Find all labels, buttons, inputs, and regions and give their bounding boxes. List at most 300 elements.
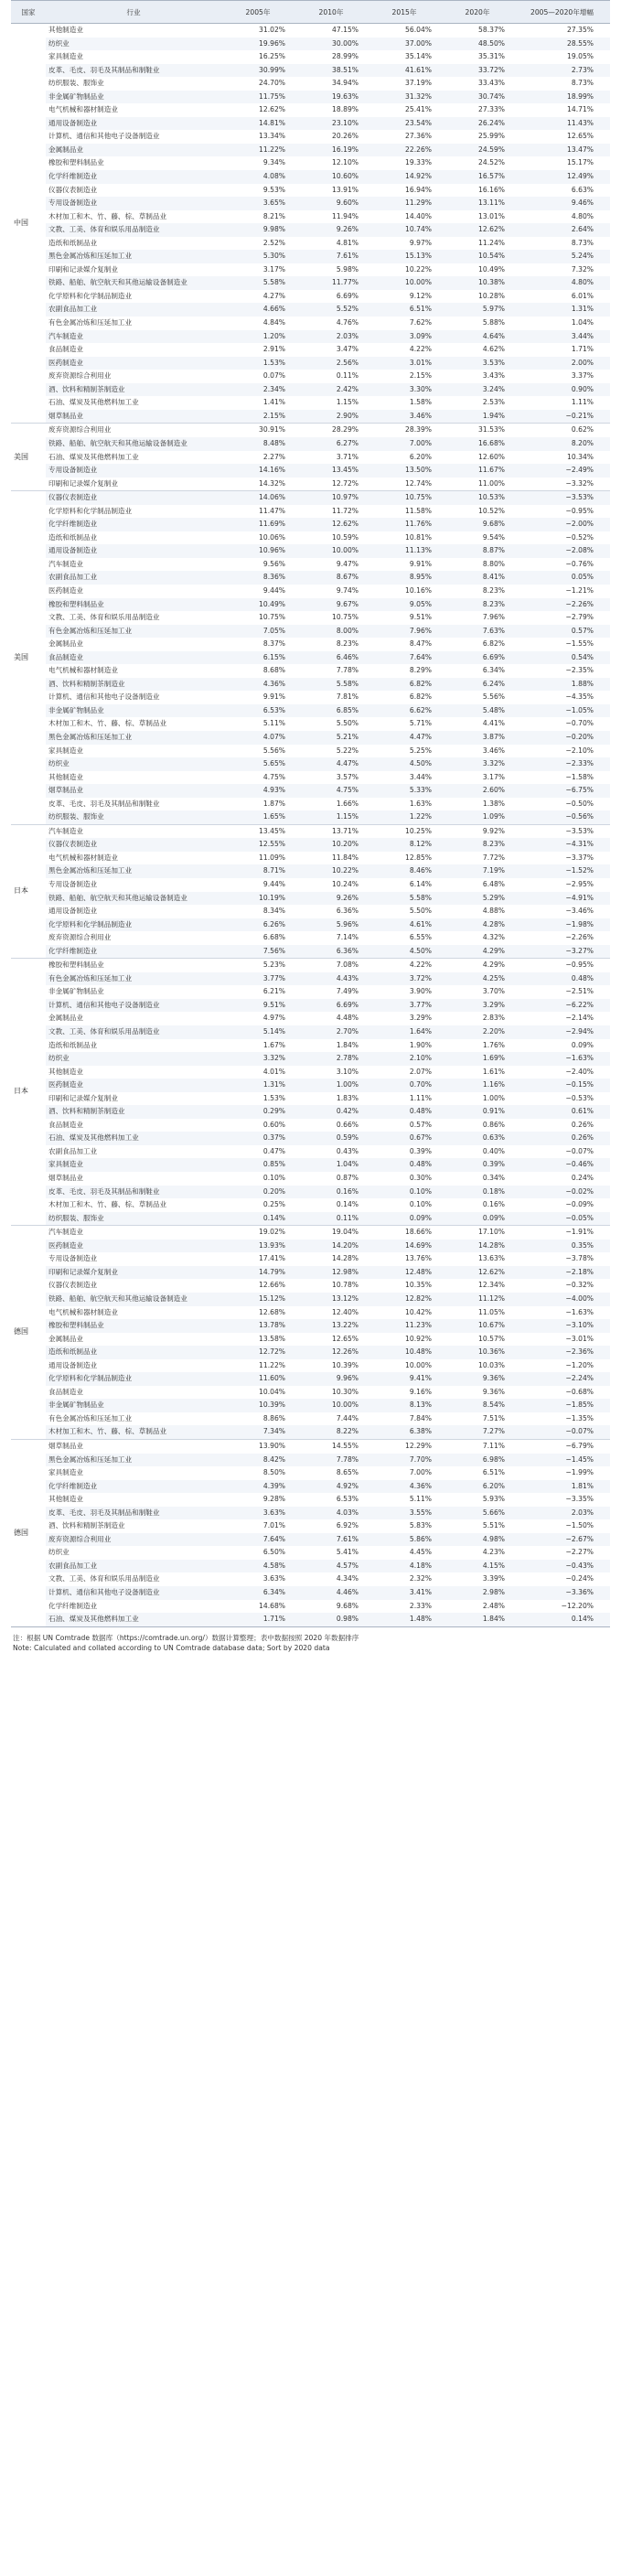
value-2010: 8.65% bbox=[336, 1468, 359, 1477]
value-2010: 10.97% bbox=[294, 491, 368, 505]
value-2005: 9.34% bbox=[262, 158, 285, 167]
table-row bbox=[11, 77, 610, 91]
value-2020: 8.80% bbox=[482, 559, 505, 568]
value-2010: 5.21% bbox=[294, 731, 368, 745]
industry-share-table bbox=[11, 1, 610, 1626]
value-2020: 1.76% bbox=[482, 1040, 505, 1049]
increase-cell: −1.50% bbox=[565, 1521, 594, 1530]
table-row bbox=[11, 276, 610, 290]
industry-cell: 烟草制品业 bbox=[46, 410, 221, 424]
value-2010: 4.75% bbox=[294, 784, 368, 798]
increase-cell: −1.99% bbox=[565, 1468, 594, 1477]
value-2015: 37.00% bbox=[368, 38, 441, 51]
value-2005: 11.22% bbox=[259, 1360, 285, 1369]
value-2020: 13.63% bbox=[478, 1254, 505, 1263]
value-2005: 7.01% bbox=[262, 1521, 285, 1530]
value-2020: 1.38% bbox=[482, 799, 505, 808]
value-2015: 12.74% bbox=[405, 478, 432, 488]
increase-cell: −3.32% bbox=[565, 478, 594, 488]
value-2015: 10.00% bbox=[368, 276, 441, 290]
value-2010: 13.71% bbox=[294, 824, 368, 838]
value-2010: 0.42% bbox=[294, 1105, 368, 1119]
value-2010: 12.98% bbox=[294, 1266, 368, 1280]
industry-cell: 纺织业 bbox=[46, 1052, 221, 1066]
value-2005: 30.91% bbox=[221, 424, 294, 437]
increase-cell: −3.27% bbox=[514, 945, 610, 959]
industry-cell: 皮革、毛皮、羽毛及其制品和制鞋业 bbox=[48, 799, 160, 808]
value-2005: 5.65% bbox=[221, 757, 294, 771]
increase-cell: −1.20% bbox=[565, 1360, 594, 1369]
increase-cell: −2.33% bbox=[514, 757, 610, 771]
value-2005: 10.19% bbox=[221, 892, 294, 906]
value-2010: 4.43% bbox=[294, 972, 368, 986]
table-row bbox=[11, 505, 610, 519]
value-2020: 4.98% bbox=[441, 1533, 514, 1547]
table-body bbox=[11, 24, 610, 1626]
value-2020: 1.61% bbox=[482, 1067, 505, 1076]
increase-cell: −4.00% bbox=[514, 1293, 610, 1306]
table-row bbox=[11, 1105, 610, 1119]
increase-cell: −3.10% bbox=[514, 1319, 610, 1333]
value-2010: 4.03% bbox=[294, 1507, 368, 1520]
table-row bbox=[11, 464, 610, 478]
increase-cell: −2.79% bbox=[565, 613, 594, 622]
increase-cell: −2.49% bbox=[514, 464, 610, 478]
value-2015: 8.12% bbox=[368, 838, 441, 852]
value-2010: 9.26% bbox=[294, 892, 368, 906]
table-row bbox=[11, 598, 610, 612]
value-2010: 4.92% bbox=[294, 1480, 368, 1494]
increase-cell: 28.55% bbox=[514, 38, 610, 51]
value-2015: 1.58% bbox=[409, 398, 432, 407]
table-row bbox=[11, 892, 610, 906]
industry-cell: 家具制造业 bbox=[46, 1158, 221, 1172]
value-2020: 5.29% bbox=[441, 892, 514, 906]
value-2015: 14.92% bbox=[368, 170, 441, 184]
value-2010: 10.60% bbox=[294, 170, 368, 184]
value-2015: 4.47% bbox=[368, 731, 441, 745]
table-row bbox=[11, 1613, 610, 1626]
value-2015: 10.42% bbox=[405, 1307, 432, 1316]
industry-cell: 金属制品业 bbox=[48, 639, 83, 649]
value-2015: 37.19% bbox=[405, 79, 432, 88]
value-2020: 9.68% bbox=[441, 518, 514, 531]
value-2015: 5.58% bbox=[368, 892, 441, 906]
value-2010: 7.78% bbox=[294, 1454, 368, 1467]
industry-cell: 仪器仪表制造业 bbox=[46, 838, 221, 852]
value-2005: 4.39% bbox=[221, 1480, 294, 1494]
value-2020: 25.99% bbox=[478, 132, 505, 141]
industry-cell: 铁路、船舶、航空航天和其他运输设备制造业 bbox=[46, 1293, 221, 1306]
value-2015: 12.82% bbox=[368, 1293, 441, 1306]
value-2010: 7.14% bbox=[336, 933, 359, 942]
increase-cell: −0.07% bbox=[514, 1425, 610, 1439]
industry-cell: 医药制造业 bbox=[46, 1079, 221, 1092]
value-2005: 9.91% bbox=[262, 692, 285, 702]
value-2010: 13.22% bbox=[294, 1319, 368, 1333]
table-row bbox=[11, 1425, 610, 1439]
industry-cell: 通用设备制造业 bbox=[46, 544, 221, 558]
value-2005: 4.58% bbox=[221, 1560, 294, 1573]
value-2005: 6.21% bbox=[262, 987, 285, 996]
value-2010: 10.30% bbox=[332, 1387, 359, 1396]
value-2005: 1.71% bbox=[221, 1613, 294, 1626]
value-2010: 13.91% bbox=[332, 185, 359, 194]
table-row bbox=[11, 757, 610, 771]
value-2010: 5.52% bbox=[294, 303, 368, 317]
table-row bbox=[11, 64, 610, 78]
value-2010: 4.76% bbox=[336, 318, 359, 327]
table-row bbox=[11, 1333, 610, 1347]
value-2015: 7.00% bbox=[368, 437, 441, 451]
table-row bbox=[11, 931, 610, 945]
value-2020: 33.72% bbox=[441, 64, 514, 78]
value-2020: 4.15% bbox=[441, 1560, 514, 1573]
increase-cell: −4.31% bbox=[514, 838, 610, 852]
table-row bbox=[11, 585, 610, 598]
value-2010: 1.00% bbox=[294, 1079, 368, 1092]
value-2005: 15.12% bbox=[221, 1293, 294, 1306]
value-2010: 28.99% bbox=[332, 52, 359, 61]
value-2005: 1.20% bbox=[221, 330, 294, 344]
value-2010: 0.59% bbox=[294, 1132, 368, 1145]
increase-cell: 10.34% bbox=[567, 452, 594, 461]
value-2010: 9.74% bbox=[336, 585, 359, 595]
increase-cell: 2.00% bbox=[514, 357, 610, 370]
table-row bbox=[11, 1092, 610, 1106]
value-2015: 10.92% bbox=[405, 1334, 432, 1343]
value-2020: 58.37% bbox=[478, 26, 505, 34]
value-2005: 9.44% bbox=[262, 585, 285, 595]
industry-cell: 造纸和纸制品业 bbox=[48, 532, 98, 542]
value-2015: 6.55% bbox=[409, 933, 432, 942]
table-row bbox=[11, 810, 610, 824]
increase-cell: −1.05% bbox=[514, 704, 610, 718]
value-2015: 6.51% bbox=[368, 303, 441, 317]
value-2015: 8.95% bbox=[368, 571, 441, 585]
increase-cell: −0.21% bbox=[514, 410, 610, 424]
industry-cell: 农副食品加工业 bbox=[46, 303, 221, 317]
industry-cell: 农副食品加工业 bbox=[48, 1146, 98, 1155]
value-2020: 9.92% bbox=[441, 824, 514, 838]
table-row bbox=[11, 1132, 610, 1145]
value-2005: 3.32% bbox=[221, 1052, 294, 1066]
increase-cell: −4.91% bbox=[514, 892, 610, 906]
value-2015: 4.50% bbox=[368, 945, 441, 959]
value-2005: 0.85% bbox=[221, 1158, 294, 1172]
value-2005: 7.05% bbox=[221, 625, 294, 639]
value-2015: 4.22% bbox=[368, 959, 441, 972]
table-row bbox=[11, 103, 610, 117]
table-row bbox=[11, 237, 610, 251]
increase-cell: 8.20% bbox=[514, 437, 610, 451]
value-2015: 5.25% bbox=[409, 746, 432, 755]
industry-cell: 造纸和纸制品业 bbox=[46, 1346, 221, 1359]
table-row bbox=[11, 1480, 610, 1494]
industry-cell: 文教、工美、体育和娱乐用品制造业 bbox=[48, 1574, 160, 1583]
industry-cell: 文教、工美、体育和娱乐用品制造业 bbox=[46, 1025, 221, 1039]
increase-cell: −2.00% bbox=[514, 518, 610, 531]
value-2005: 9.44% bbox=[262, 880, 285, 888]
value-2020: 4.32% bbox=[482, 933, 505, 942]
value-2015: 0.30% bbox=[409, 1174, 432, 1183]
value-2020: 2.60% bbox=[441, 784, 514, 798]
increase-cell: 5.24% bbox=[514, 250, 610, 263]
table-row bbox=[11, 184, 610, 198]
table-row bbox=[11, 223, 610, 237]
value-2020: 3.32% bbox=[441, 757, 514, 771]
value-2005: 10.06% bbox=[259, 532, 285, 542]
value-2020: 6.24% bbox=[441, 678, 514, 692]
table-row bbox=[11, 771, 610, 785]
value-2005: 8.68% bbox=[262, 666, 285, 675]
industry-cell: 纺织服装、服饰业 bbox=[46, 1212, 221, 1226]
value-2005: 8.21% bbox=[262, 211, 285, 220]
value-2020: 33.43% bbox=[478, 79, 505, 88]
industry-cell: 家具制造业 bbox=[48, 52, 83, 61]
table-row bbox=[11, 1212, 610, 1226]
table-row bbox=[11, 451, 610, 465]
value-2015: 3.77% bbox=[368, 999, 441, 1013]
table-header bbox=[11, 1, 610, 24]
value-2020: 4.28% bbox=[441, 918, 514, 932]
value-2010: 10.39% bbox=[332, 1360, 359, 1369]
value-2010: 1.83% bbox=[336, 1093, 359, 1102]
value-2005: 1.31% bbox=[221, 1079, 294, 1092]
value-2020: 5.48% bbox=[441, 704, 514, 718]
value-2005: 10.49% bbox=[221, 598, 294, 612]
industry-cell: 汽车制造业 bbox=[46, 330, 221, 344]
increase-cell: 4.80% bbox=[571, 211, 594, 220]
value-2010: 20.26% bbox=[332, 132, 359, 141]
value-2010: 8.22% bbox=[294, 1425, 368, 1439]
table-row bbox=[11, 130, 610, 144]
table-row bbox=[11, 1279, 610, 1293]
increase-cell: −2.26% bbox=[514, 598, 610, 612]
industry-cell: 化学纤维制造业 bbox=[48, 1601, 98, 1610]
value-2020: 7.11% bbox=[441, 1439, 514, 1453]
value-2015: 0.70% bbox=[368, 1079, 441, 1092]
increase-cell: −1.35% bbox=[565, 1413, 594, 1422]
value-2005: 8.71% bbox=[221, 864, 294, 878]
table-row bbox=[11, 558, 610, 572]
table-row bbox=[11, 156, 610, 170]
table-row bbox=[11, 664, 610, 678]
table-row bbox=[11, 357, 610, 370]
increase-cell: −6.22% bbox=[514, 999, 610, 1013]
industry-cell: 皮革、毛皮、羽毛及其制品和制鞋业 bbox=[46, 1186, 221, 1199]
value-2010: 4.46% bbox=[294, 1586, 368, 1600]
value-2015: 23.54% bbox=[368, 117, 441, 131]
industry-cell: 通用设备制造业 bbox=[46, 117, 221, 131]
value-2015: 3.29% bbox=[409, 1014, 432, 1023]
value-2015: 4.18% bbox=[368, 1560, 441, 1573]
value-2020: 10.28% bbox=[478, 291, 505, 300]
value-2020: 4.64% bbox=[441, 330, 514, 344]
value-2020: 0.18% bbox=[441, 1186, 514, 1199]
value-2010: 7.61% bbox=[294, 250, 368, 263]
value-2020: 0.86% bbox=[482, 1120, 505, 1129]
value-2015: 10.00% bbox=[405, 1360, 432, 1369]
value-2005: 11.22% bbox=[221, 144, 294, 157]
value-2020: 1.69% bbox=[441, 1052, 514, 1066]
value-2005: 4.66% bbox=[221, 303, 294, 317]
value-2020: 6.98% bbox=[441, 1454, 514, 1467]
table-notes bbox=[11, 1627, 610, 1653]
value-2015: 5.83% bbox=[409, 1521, 432, 1530]
industry-cell: 食品制造业 bbox=[48, 345, 83, 354]
value-2015: 3.44% bbox=[409, 772, 432, 781]
industry-cell: 计算机、通信和其他电子设备制造业 bbox=[46, 1586, 221, 1600]
value-2010: 14.20% bbox=[294, 1240, 368, 1253]
value-2005: 3.17% bbox=[262, 264, 285, 274]
value-2020: 7.72% bbox=[482, 853, 505, 862]
value-2010: 4.81% bbox=[336, 238, 359, 247]
increase-cell: 0.05% bbox=[514, 571, 610, 585]
value-2010: 7.49% bbox=[336, 987, 359, 996]
industry-cell: 纺织业 bbox=[48, 1548, 70, 1557]
value-2020: 12.62% bbox=[441, 223, 514, 237]
value-2020: 3.87% bbox=[441, 731, 514, 745]
industry-cell: 家具制造业 bbox=[48, 1468, 83, 1477]
table-row bbox=[11, 1240, 610, 1253]
value-2015: 0.39% bbox=[409, 1146, 432, 1155]
value-2005: 14.16% bbox=[221, 464, 294, 478]
value-2015: 35.14% bbox=[405, 52, 432, 61]
table-row bbox=[11, 959, 610, 972]
value-2020: 3.43% bbox=[482, 371, 505, 381]
value-2020: 13.01% bbox=[478, 211, 505, 220]
industry-cell: 皮革、毛皮、羽毛及其制品和制鞋业 bbox=[46, 64, 221, 78]
value-2015: 10.74% bbox=[368, 223, 441, 237]
industry-cell: 医药制造业 bbox=[46, 357, 221, 370]
industry-cell: 非金属矿物制品业 bbox=[48, 987, 104, 996]
value-2015: 6.82% bbox=[368, 678, 441, 692]
table-row bbox=[11, 945, 610, 959]
value-2020: 2.83% bbox=[482, 1014, 505, 1023]
value-2020: 30.74% bbox=[441, 91, 514, 104]
value-2020: 8.23% bbox=[441, 838, 514, 852]
table-row bbox=[11, 999, 610, 1013]
table-row bbox=[11, 704, 610, 718]
value-2010: 12.62% bbox=[294, 518, 368, 531]
value-2015: 27.36% bbox=[405, 132, 432, 141]
header-country: 国家 bbox=[11, 1, 46, 24]
increase-cell: 8.73% bbox=[571, 238, 594, 247]
value-2015: 5.33% bbox=[368, 784, 441, 798]
value-2005: 19.96% bbox=[221, 38, 294, 51]
table-row bbox=[11, 1519, 610, 1533]
increase-cell: 0.57% bbox=[514, 625, 610, 639]
table-row bbox=[11, 263, 610, 277]
value-2010: 0.11% bbox=[336, 371, 359, 381]
increase-cell: 1.71% bbox=[571, 345, 594, 354]
table-row bbox=[11, 717, 610, 731]
value-2015: 8.47% bbox=[409, 639, 432, 649]
value-2015: 8.46% bbox=[368, 864, 441, 878]
value-2015: 6.14% bbox=[409, 880, 432, 888]
industry-cell: 非金属矿物制品业 bbox=[46, 1399, 221, 1412]
value-2015: 11.76% bbox=[368, 518, 441, 531]
value-2020: 5.66% bbox=[441, 1507, 514, 1520]
value-2020: 1.84% bbox=[441, 1613, 514, 1626]
table-row bbox=[11, 1439, 610, 1453]
increase-cell: −0.24% bbox=[565, 1574, 594, 1583]
value-2015: 7.00% bbox=[409, 1468, 432, 1477]
industry-cell: 木材加工和木、竹、藤、棕、草制品业 bbox=[48, 719, 167, 728]
industry-cell: 仪器仪表制造业 bbox=[48, 1281, 98, 1290]
table-row bbox=[11, 1359, 610, 1373]
value-2005: 17.41% bbox=[259, 1254, 285, 1263]
industry-cell: 计算机、通信和其他电子设备制造业 bbox=[48, 692, 160, 702]
value-2015: 10.75% bbox=[368, 491, 441, 505]
industry-cell: 酒、饮料和精制茶制造业 bbox=[46, 383, 221, 397]
table-row bbox=[11, 1466, 610, 1480]
value-2010: 6.53% bbox=[336, 1495, 359, 1504]
value-2005: 13.45% bbox=[221, 824, 294, 838]
value-2005: 2.91% bbox=[262, 345, 285, 354]
value-2010: 11.77% bbox=[294, 276, 368, 290]
increase-cell: −12.20% bbox=[561, 1601, 594, 1610]
table-row bbox=[11, 1198, 610, 1212]
industry-cell: 黑色金属冶炼和压延加工业 bbox=[46, 250, 221, 263]
value-2015: 1.22% bbox=[368, 810, 441, 824]
value-2020: 8.87% bbox=[441, 544, 514, 558]
value-2015: 5.86% bbox=[368, 1533, 441, 1547]
table-row bbox=[11, 678, 610, 692]
value-2005: 2.34% bbox=[221, 383, 294, 397]
value-2020: 7.63% bbox=[441, 625, 514, 639]
increase-cell: 3.37% bbox=[571, 371, 594, 381]
increase-cell: −0.70% bbox=[565, 719, 594, 728]
value-2010: 47.15% bbox=[332, 26, 359, 34]
value-2005: 0.20% bbox=[221, 1186, 294, 1199]
country-cell: 日本 bbox=[11, 824, 46, 958]
value-2005: 2.15% bbox=[221, 410, 294, 424]
industry-cell: 专用设备制造业 bbox=[46, 197, 221, 210]
value-2005: 0.29% bbox=[221, 1105, 294, 1119]
value-2005: 10.04% bbox=[259, 1387, 285, 1396]
value-2005: 5.14% bbox=[221, 1025, 294, 1039]
increase-cell: 6.63% bbox=[571, 185, 594, 194]
industry-cell: 木材加工和木、竹、藤、棕、草制品业 bbox=[48, 211, 167, 220]
increase-cell: −1.21% bbox=[565, 585, 594, 595]
value-2020: 7.19% bbox=[441, 864, 514, 878]
industry-cell: 通用设备制造业 bbox=[48, 907, 98, 916]
value-2020: 13.11% bbox=[441, 197, 514, 210]
industry-cell: 造纸和纸制品业 bbox=[48, 1040, 98, 1049]
industry-cell: 电气机械和器材制造业 bbox=[48, 1307, 118, 1316]
table-row bbox=[11, 798, 610, 811]
value-2015: 11.23% bbox=[368, 1319, 441, 1333]
table-row bbox=[11, 1600, 610, 1614]
increase-cell: 1.88% bbox=[514, 678, 610, 692]
industry-cell: 其他制造业 bbox=[48, 772, 83, 781]
value-2020: 11.05% bbox=[478, 1307, 505, 1316]
increase-cell: −1.58% bbox=[565, 772, 594, 781]
industry-cell: 印刷和记录媒介复制业 bbox=[46, 1266, 221, 1280]
value-2010: 0.16% bbox=[294, 1186, 368, 1199]
industry-cell: 金属制品业 bbox=[48, 1334, 83, 1343]
value-2015: 11.29% bbox=[368, 197, 441, 210]
value-2010: 8.67% bbox=[294, 571, 368, 585]
country-cell: 德国 bbox=[11, 1226, 46, 1440]
value-2005: 8.37% bbox=[262, 639, 285, 649]
value-2015: 1.90% bbox=[409, 1040, 432, 1049]
value-2015: 18.66% bbox=[368, 1226, 441, 1240]
industry-cell: 家具制造业 bbox=[48, 746, 83, 755]
industry-cell: 仪器仪表制造业 bbox=[48, 185, 98, 194]
